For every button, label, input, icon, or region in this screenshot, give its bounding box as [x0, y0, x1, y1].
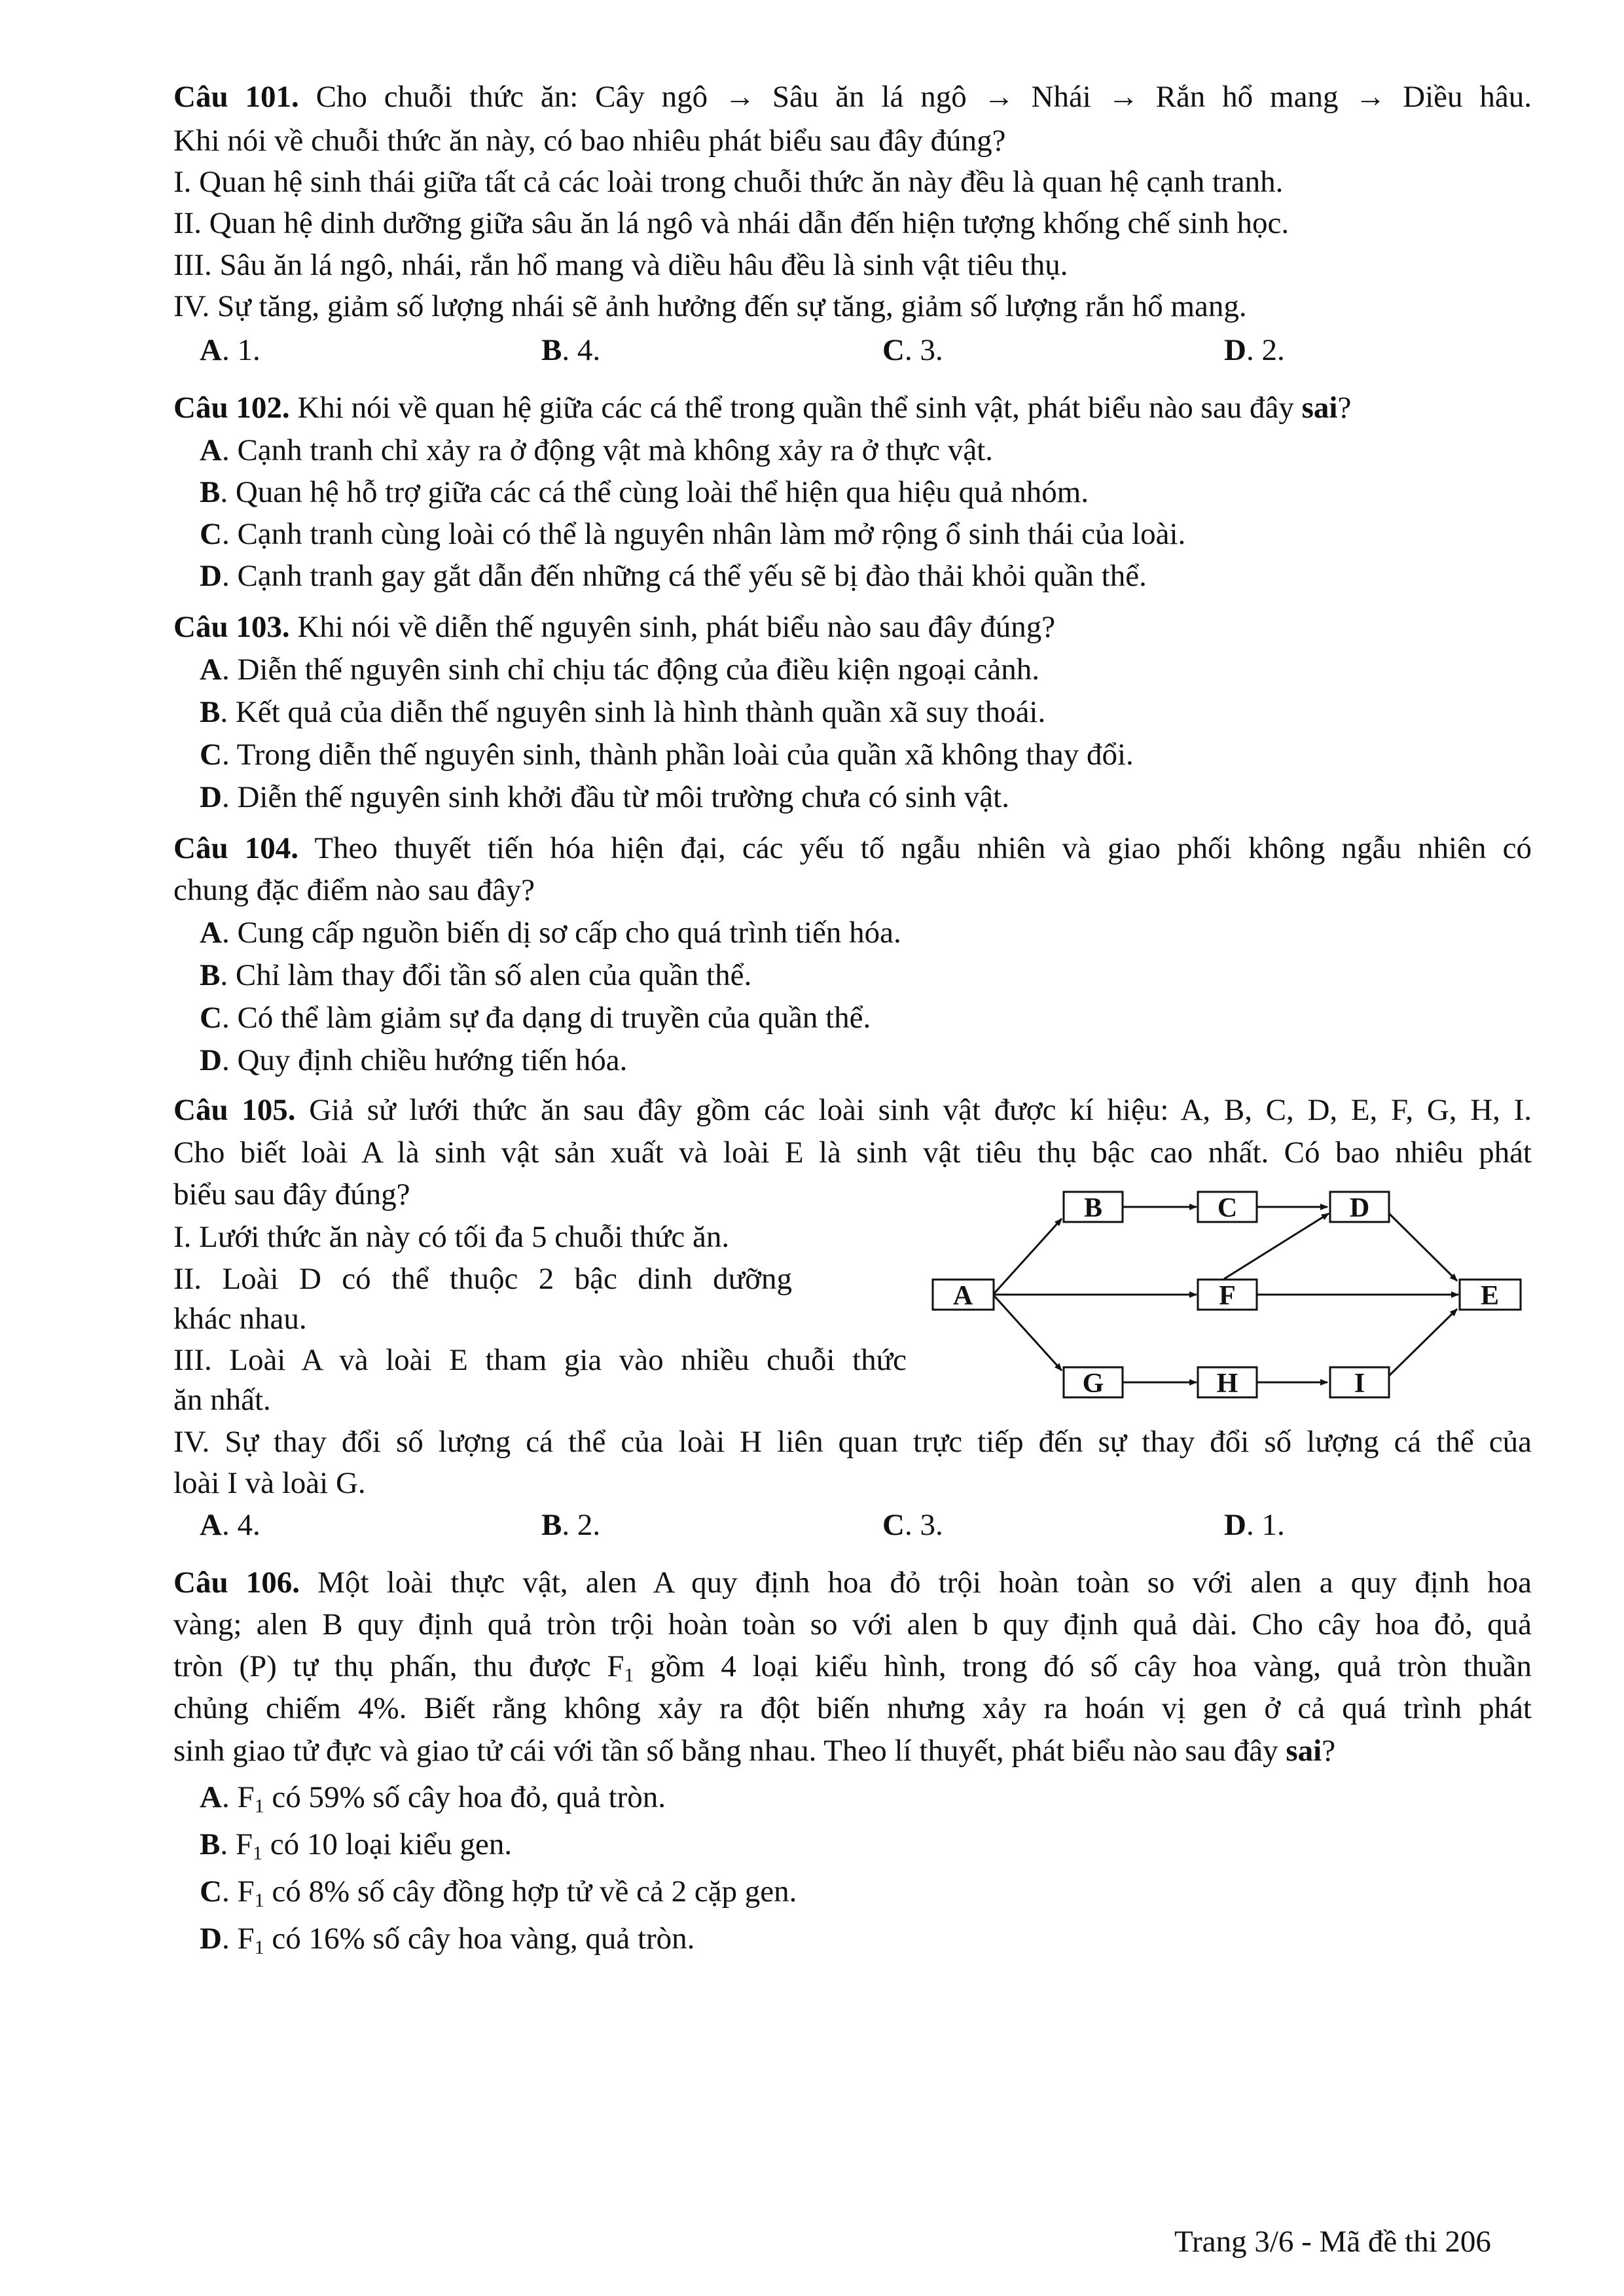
q106-option-b: B. $F_1$ có 10 loại kiểu gen. [200, 1827, 513, 1864]
q101-answer-b: B. 4. [541, 333, 601, 367]
q106-option-c: C. $F_1$ có 8% số cây đồng hợp tử về cả 2 cặp gen. [200, 1874, 797, 1911]
q103-option-c: C. Trong diễn thế nguyên sinh, thành phần loài của quần xã không thay đổi. [200, 738, 1134, 772]
node-i-label: I [1354, 1369, 1365, 1399]
q102-option-a: A. Cạnh tranh chỉ xảy ra ở động vật mà không xảy ra ở thực vật. [200, 433, 994, 467]
node-e-label: E [1480, 1281, 1500, 1311]
q101-statement-1: I. Quan hệ sinh thái giữa tất cả các loài trong chuỗi thức ăn này đều là quan hệ cạnh tranh. [173, 165, 1284, 199]
node-h-label: H [1216, 1369, 1238, 1399]
q101-stem-line1 [173, 79, 1532, 115]
q104-option-a: A. Cung cấp nguồn biến dị sơ cấp cho quá trình tiến hóa. [200, 916, 901, 950]
q105-statement-4a: IV. Sự thay đổi số lượng cá thể của loài H liên quan trực tiếp đến sự thay đổi số lượng cá thể của [173, 1425, 1532, 1459]
node-d-label: D [1349, 1193, 1370, 1223]
q106-option-a: A. $F_1$ có 59% số cây hoa đỏ, quả tròn. [200, 1780, 666, 1817]
arrow-d-e [1389, 1213, 1457, 1281]
q104-stem-line1: Câu 104. Theo thuyết tiến hóa hiện đại, các yếu tố ngẫu nhiên và giao phối không ngẫu nhiên có [173, 831, 1532, 865]
q105-statement-3a: III. Loài A và loài E tham gia vào nhiều chuỗi thức [173, 1343, 907, 1377]
q104-option-d: D. Quy định chiều hướng tiến hóa. [200, 1043, 628, 1077]
arrow-f-d [1224, 1213, 1329, 1279]
node-c-label: C [1217, 1193, 1238, 1223]
q105-statement-1: I. Lưới thức ăn này có tối đa 5 chuỗi thức ăn. [173, 1220, 730, 1254]
arrow-i-e [1389, 1309, 1457, 1376]
q103-number: Câu 103. [173, 610, 290, 644]
q106-option-d: D. $F_1$ có 16% số cây hoa vàng, quả tròn. [200, 1922, 695, 1958]
q105-answer-a: A. 4. [200, 1508, 261, 1542]
q104-option-c: C. Có thể làm giảm sự đa dạng di truyền của quần thể. [200, 1001, 871, 1035]
arrow-a-g [994, 1295, 1062, 1371]
q106-stem-line5: sinh giao tử đực và giao tử cái với tần số bằng nhau. Theo lí thuyết, phát biểu nào sau đây sai? [173, 1734, 1336, 1768]
q105-number: Câu 105. [173, 1093, 296, 1127]
q103-stem: Câu 103. Khi nói về diễn thế nguyên sinh, phát biểu nào sau đây đúng? [173, 610, 1056, 644]
q101-statement-4: IV. Sự tăng, giảm số lượng nhái sẽ ảnh hưởng đến sự tăng, giảm số lượng rắn hổ mang. [173, 289, 1247, 323]
q106-stem-line4: chủng chiếm 4%. Biết rằng không xảy ra đột biến nhưng xảy ra hoán vị gen ở cả quá trình phát [173, 1691, 1532, 1725]
q102-option-d: D. Cạnh tranh gay gắt dẫn đến những cá thể yếu sẽ bị đào thải khỏi quần thể. [200, 559, 1147, 593]
q101-answer-c: C. 3. [882, 333, 943, 367]
q101-statement-2: II. Quan hệ dinh dưỡng giữa sâu ăn lá ngô và nhái dẫn đến hiện tượng khống chế sinh học. [173, 206, 1290, 240]
q101-stem1: Cho chuỗi thức ăn: Cây ngô → Sâu ăn lá ngô → Nhái → Rắn hổ mang → Diều hâu. [316, 80, 1532, 114]
q102-option-b: B. Quan hệ hỗ trợ giữa các cá thể cùng loài thể hiện qua hiệu quả nhóm. [200, 475, 1089, 509]
q105-statement-4b: loài I và loài G. [173, 1466, 366, 1500]
node-f-label: F [1219, 1281, 1236, 1311]
q105-statement-2a: II. Loài D có thể thuộc 2 bậc dinh dưỡng [173, 1262, 792, 1296]
q104-number: Câu 104. [173, 831, 299, 865]
q105-statement-2b: khác nhau. [173, 1302, 307, 1336]
q102-stem: Câu 102. Khi nói về quan hệ giữa các cá thể trong quần thể sinh vật, phát biểu nào sau đây sai? [173, 391, 1352, 425]
q104-option-b: B. Chỉ làm thay đổi tần số alen của quần thể. [200, 958, 752, 992]
q101-answer-d: D. 2. [1224, 333, 1285, 367]
arrow-a-b [994, 1219, 1062, 1294]
q104-stem-line2: chung đặc điểm nào sau đây? [173, 873, 535, 907]
food-web-diagram [916, 1173, 1525, 1408]
node-a-label: A [952, 1281, 973, 1311]
q101-answer-a: A. 1. [200, 333, 261, 367]
q105-stem-line1: Câu 105. Giả sử lưới thức ăn sau đây gồm các loài sinh vật được kí hiệu: A, B, C, D, E, F, G, H, I. [173, 1093, 1532, 1127]
q106-stem-line3: tròn (P) tự thụ phấn, thu được $F_1$ gồm 4 loại kiểu hình, trong đó số cây hoa vàng, quả tròn thuần [173, 1649, 1532, 1686]
q105-answer-b: B. 2. [541, 1508, 601, 1542]
q101-stem-line2: Khi nói về chuỗi thức ăn này, có bao nhiêu phát biểu sau đây đúng? [173, 124, 1006, 158]
q105-stem-line3: biểu sau đây đúng? [173, 1177, 410, 1211]
q105-statement-3b: ăn nhất. [173, 1383, 271, 1417]
q101-statement-3: III. Sâu ăn lá ngô, nhái, rắn hổ mang và diều hâu đều là sinh vật tiêu thụ. [173, 248, 1068, 282]
q102-option-c: C. Cạnh tranh cùng loài có thể là nguyên nhân làm mở rộng ổ sinh thái của loài. [200, 517, 1186, 551]
q103-option-b: B. Kết quả của diễn thế nguyên sinh là hình thành quần xã suy thoái. [200, 695, 1046, 729]
node-b-label: B [1083, 1193, 1103, 1223]
q103-option-d: D. Diễn thế nguyên sinh khởi đầu từ môi trường chưa có sinh vật. [200, 780, 1009, 814]
q105-answer-c: C. 3. [882, 1508, 943, 1542]
page-footer: Trang 3/6 - Mã đề thi 206 [1174, 2225, 1491, 2259]
q105-stem-line2: Cho biết loài A là sinh vật sản xuất và loài E là sinh vật tiêu thụ bậc cao nhất. Có bao nhiêu phát [173, 1136, 1532, 1170]
q103-option-a: A. Diễn thế nguyên sinh chỉ chịu tác động của điều kiện ngoại cảnh. [200, 653, 1040, 687]
q102-number: Câu 102. [173, 391, 290, 425]
q101-number: Câu 101. [173, 80, 299, 114]
q106-stem-line2: vàng; alen B quy định quả tròn trội hoàn toàn so với alen b quy định quả dài. Cho cây hoa đỏ, quả [173, 1607, 1532, 1641]
node-g-label: G [1082, 1369, 1104, 1399]
q106-stem-line1: Câu 106. Một loài thực vật, alen A quy định hoa đỏ trội hoàn toàn so với alen a quy định hoa [173, 1566, 1532, 1600]
q106-number: Câu 106. [173, 1566, 300, 1600]
q105-answer-d: D. 1. [1224, 1508, 1285, 1542]
